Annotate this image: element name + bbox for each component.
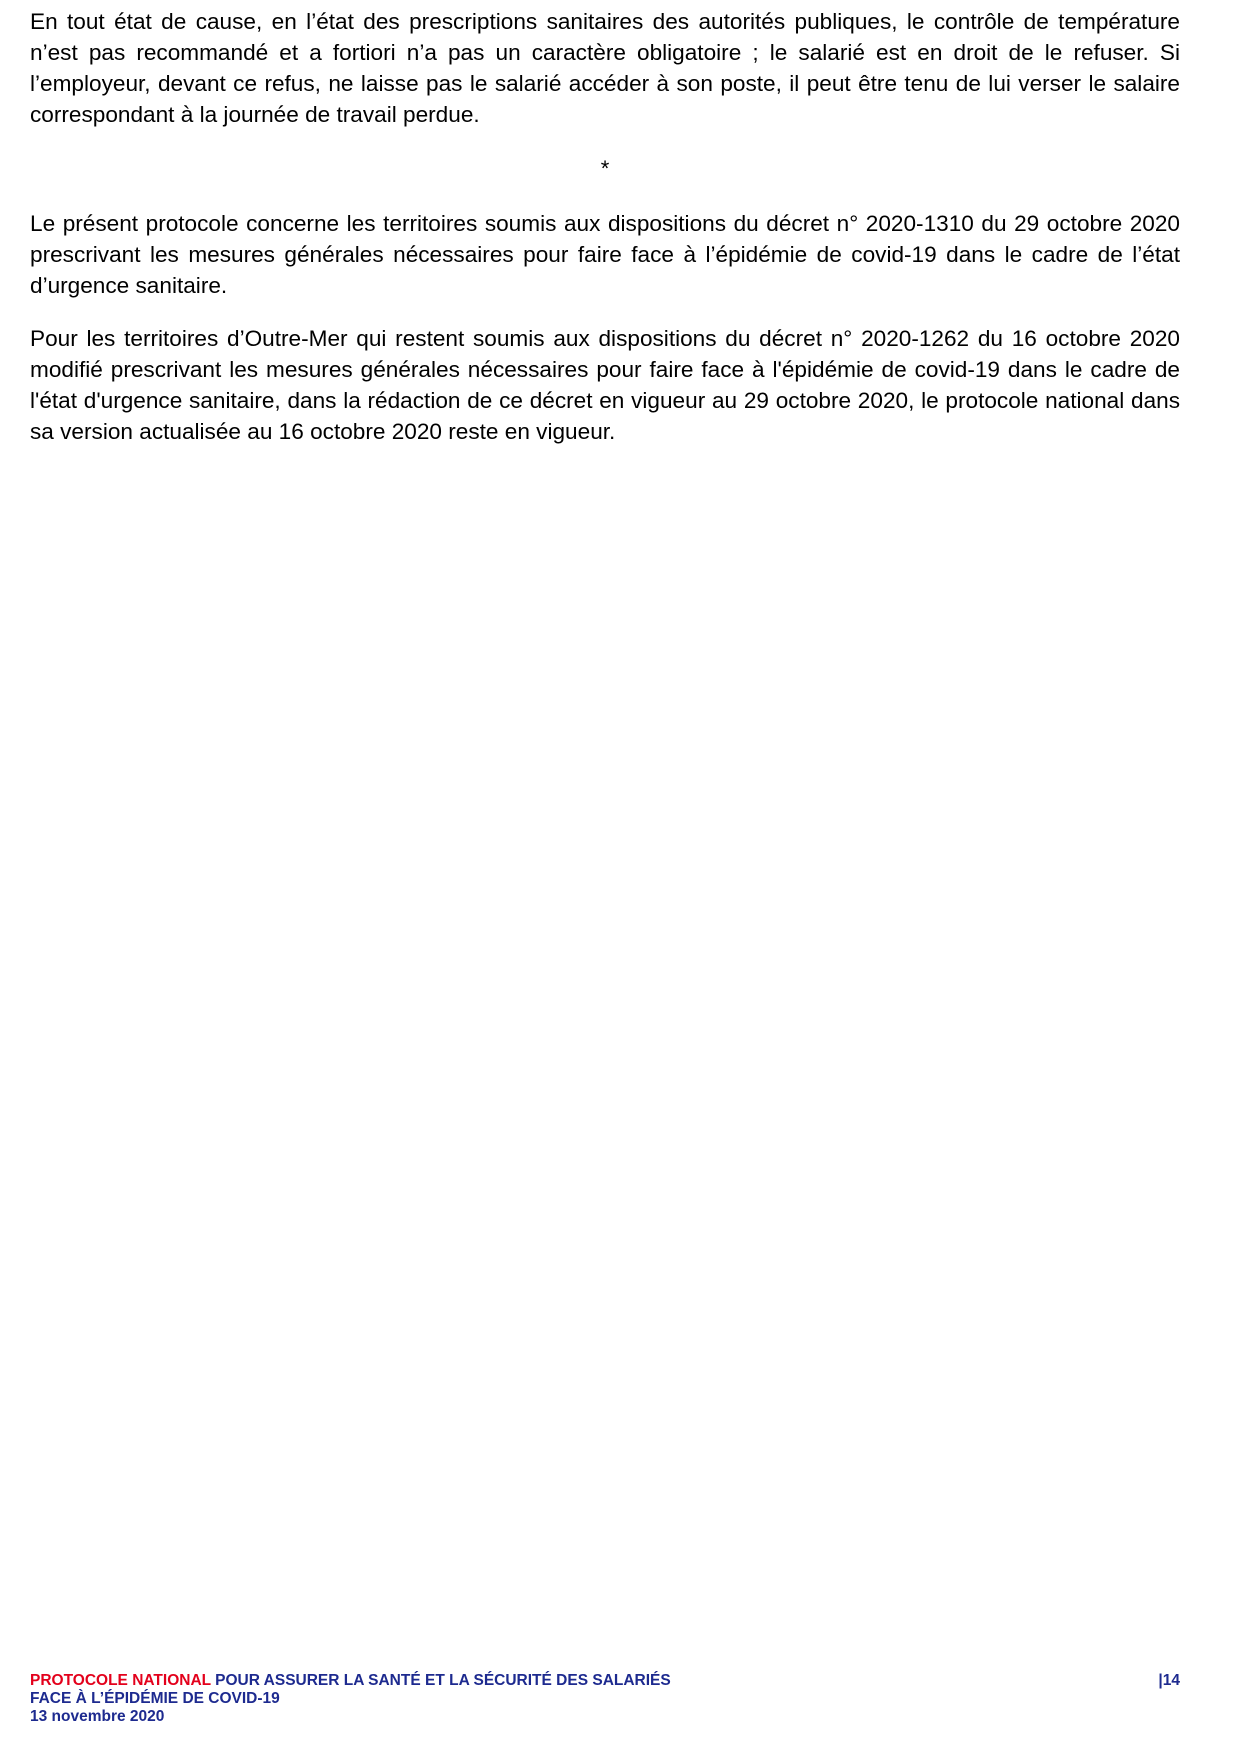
footer-title-line-1 <box>30 1672 1180 1690</box>
section-separator: * <box>600 156 610 181</box>
paragraph-protocol-scope: Le présent protocole concerne les territoires soumis aux dispositions du décret n° 2020-1310 du 29 octobre 2020 prescrivant les mesures générales nécessaires pour faire face à l’épidémie de covid-19 dans le cadre de l’état d’urgence sanitaire. <box>30 211 1180 298</box>
paragraph-overseas-territories: Pour les territoires d’Outre-Mer qui restent soumis aux dispositions du décret n° 2020-1262 du 16 octobre 2020 modifié prescrivant les mesures générales nécessaires pour faire face à l'épidémie de covid-19 dans le cadre de l'état d'urgence sanitaire, dans la rédaction de ce décret en vigueur au 29 octobre 2020, le protocole national dans sa version actualisée au 16 octobre 2020 reste en vigueur. <box>30 326 1180 444</box>
document-body <box>30 6 1180 447</box>
footer-title-blue: POUR ASSURER LA SANTÉ ET LA SÉCURITÉ DES SALARIÉS <box>210 1672 671 1689</box>
footer-title-line-2: FACE À L’ÉPIDÉMIE DE COVID-19 <box>30 1690 280 1707</box>
footer-date: 13 novembre 2020 <box>30 1708 165 1725</box>
paragraph-temperature-control: En tout état de cause, en l’état des prescriptions sanitaires des autorités publiques, le contrôle de température n’est pas recommandé et a fortiori n’a pas un caractère obligatoire ; le salarié est en droit de le refuser. Si l’employeur, devant ce refus, ne laisse pas le salarié accéder à son poste, il peut être tenu de lui verser le salaire correspondant à la journée de travail perdue. <box>30 9 1180 127</box>
page-number: |14 <box>1158 1672 1180 1689</box>
footer-title-red: PROTOCOLE NATIONAL <box>30 1672 211 1689</box>
page-footer <box>30 1672 1180 1726</box>
